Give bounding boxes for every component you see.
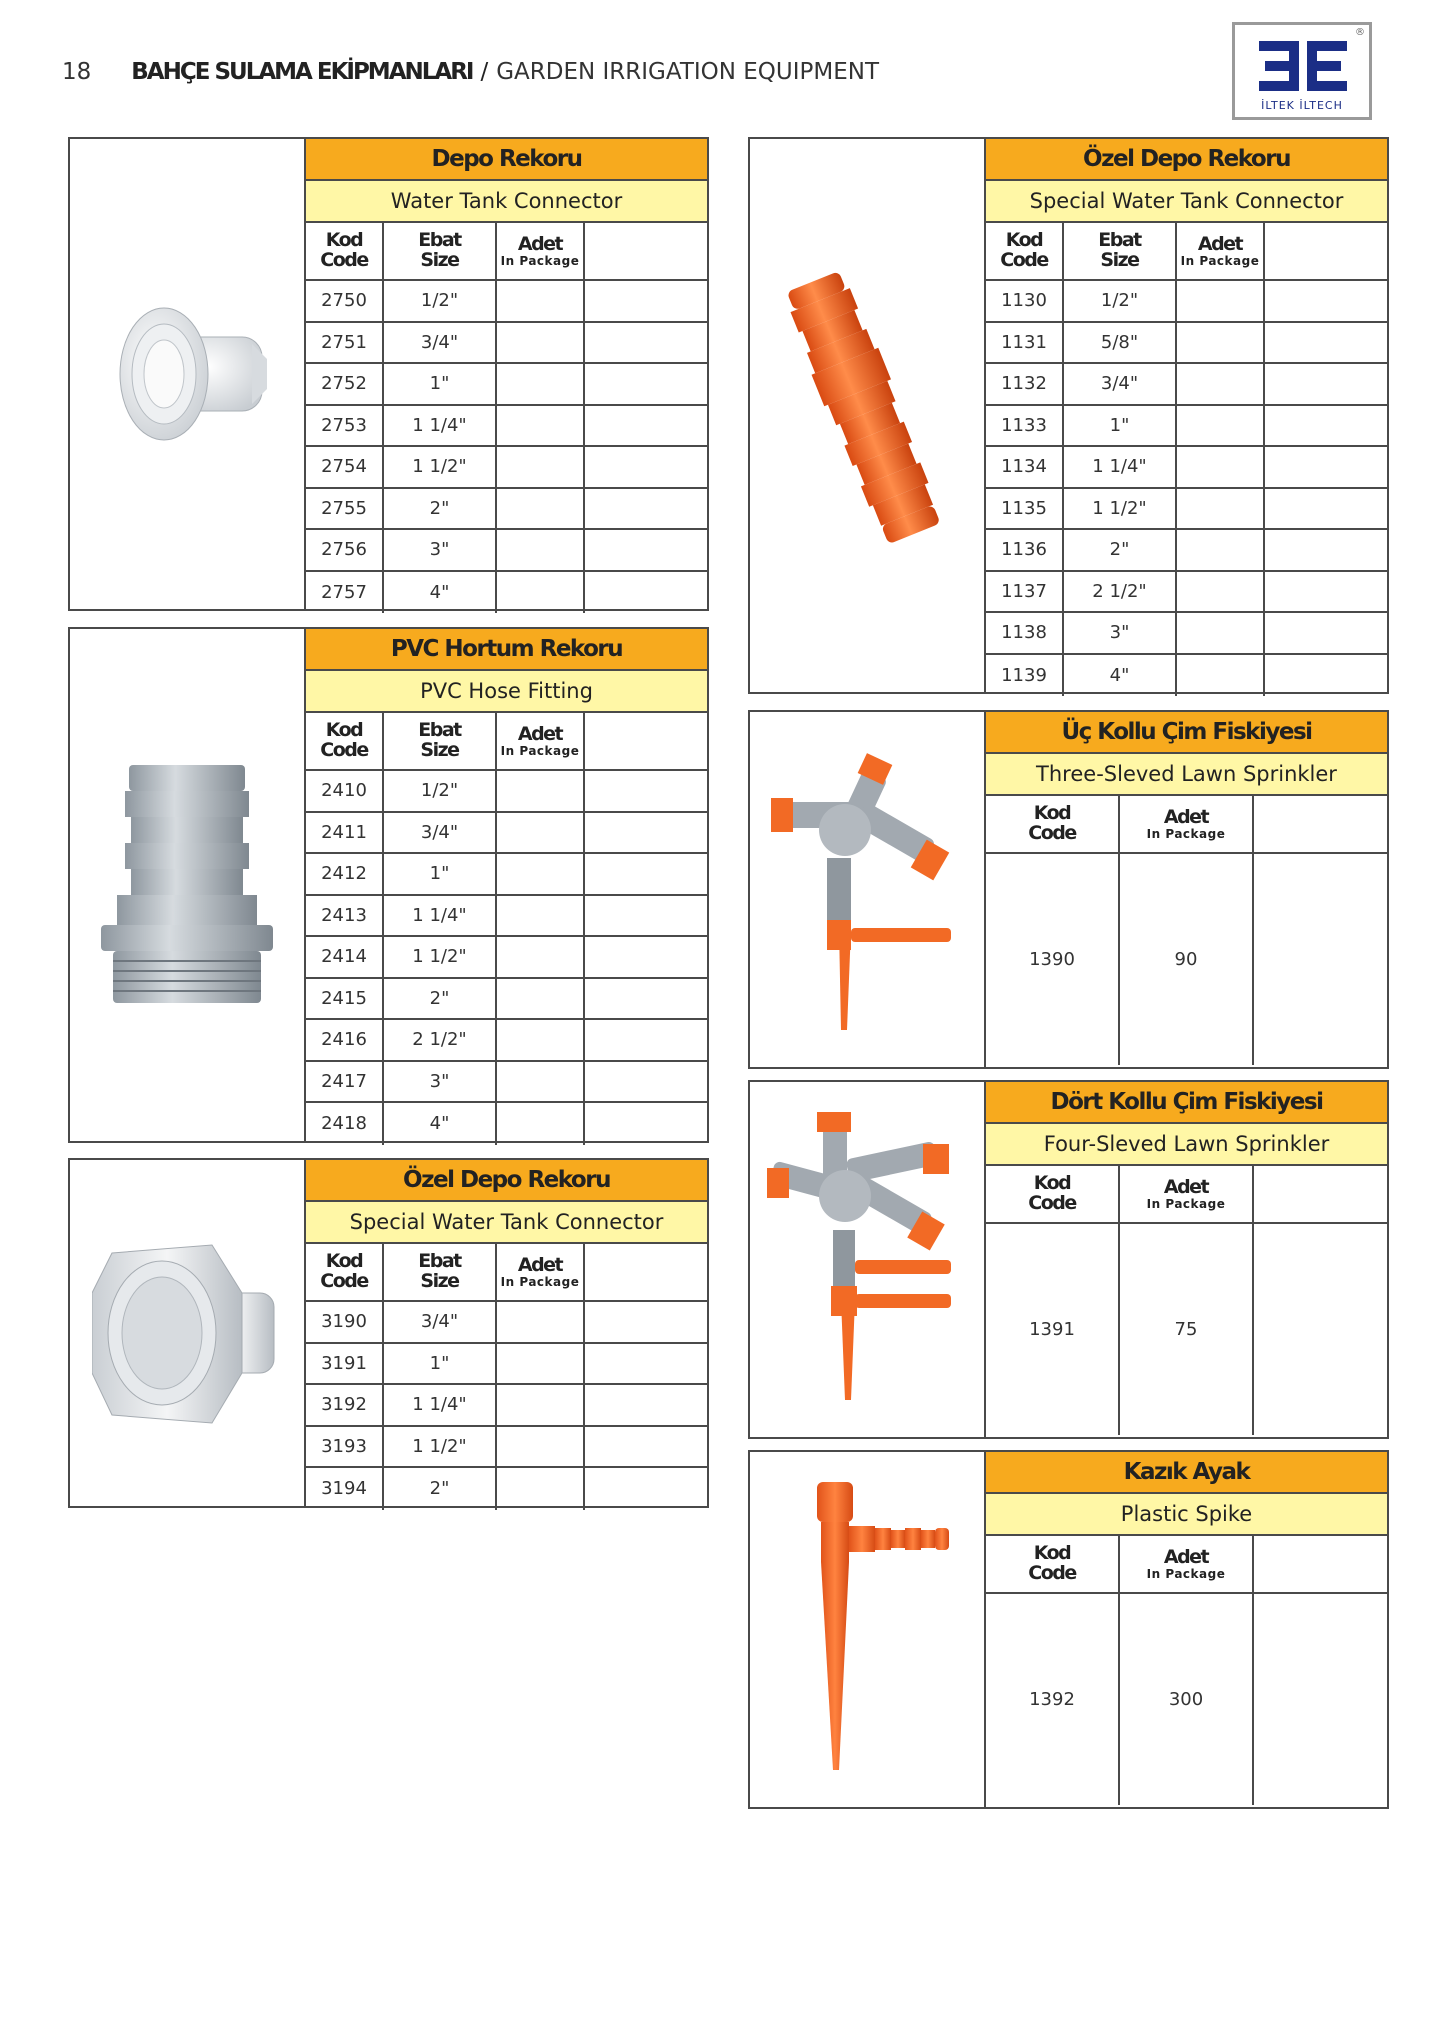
product-image [70,1160,306,1506]
page-title-tr: BAHÇE SULAMA EKİPMANLARI [131,59,473,85]
table-row: 1392 300 [986,1594,1387,1805]
table-row: 2418 4" [306,1103,707,1145]
product-name-en: Special Water Tank Connector [986,181,1387,223]
table-row: 1136 2" [986,530,1387,572]
table-row: 2414 1 1/2" [306,937,707,979]
logo-mark-icon [1253,35,1353,97]
product-kazik-ayak [748,1450,1389,1809]
table-row: 1132 3/4" [986,364,1387,406]
table-row: 2410 1/2" [306,771,707,813]
product-name-tr: PVC Hortum Rekoru [306,629,707,671]
page-header [62,52,879,92]
table-row: 2417 3" [306,1062,707,1104]
product-name-tr: Depo Rekoru [306,139,707,181]
product-name-en: Plastic Spike [986,1494,1387,1536]
table-row: 3193 1 1/2" [306,1427,707,1469]
product-ozel-depo-rekoru-right [748,137,1389,694]
table-row: 2754 1 1/2" [306,447,707,489]
table-header: Kod Code Adet In Package [986,1166,1387,1224]
product-image [750,1452,986,1807]
product-name-tr: Üç Kollu Çim Fiskiyesi [986,712,1387,754]
table-row: 3191 1" [306,1344,707,1386]
table-row: 2753 1 1/4" [306,406,707,448]
product-name-en: Three-Sleved Lawn Sprinkler [986,754,1387,796]
product-name-en: Four-Sleved Lawn Sprinkler [986,1124,1387,1166]
table-row: 2415 2" [306,979,707,1021]
product-image [750,712,986,1067]
product-dort-kollu-fiskiye [748,1080,1389,1439]
table-row: 1131 5/8" [986,323,1387,365]
table-row: 2750 1/2" [306,281,707,323]
table-row: 1390 90 [986,854,1387,1065]
product-image [750,1082,986,1437]
table-header: Kod Code Ebat Size Adet In Package [986,223,1387,281]
table-row: 2411 3/4" [306,813,707,855]
product-image [750,139,986,692]
table-row: 2757 4" [306,572,707,614]
product-image [70,629,306,1141]
title-separator: / [480,59,489,85]
three-arm-sprinkler-icon [767,740,967,1040]
table-header: Kod Code Ebat Size Adet In Package [306,1244,707,1302]
product-image [70,139,306,609]
product-pvc-hortum-rekoru [68,627,709,1143]
table-header: Kod Code Ebat Size Adet In Package [306,713,707,771]
table-row: 1130 1/2" [986,281,1387,323]
product-depo-rekoru [68,137,709,611]
table-row: 2751 3/4" [306,323,707,365]
table-header: Kod Code Ebat Size Adet In Package [306,223,707,281]
page-title-en: GARDEN IRRIGATION EQUIPMENT [496,59,880,85]
table-row: 1133 1" [986,406,1387,448]
table-row: 2412 1" [306,854,707,896]
table-row: 2416 2 1/2" [306,1020,707,1062]
product-name-tr: Özel Depo Rekoru [306,1160,707,1202]
plastic-spike-icon [777,1480,957,1780]
special-connector-icon [92,1233,282,1433]
table-header: Kod Code Adet In Package [986,1536,1387,1594]
page-number: 18 [62,59,92,85]
table-row: 1135 1 1/2" [986,489,1387,531]
logo-registered: ® [1355,27,1365,38]
table-row: 2413 1 1/4" [306,896,707,938]
product-name-en: Special Water Tank Connector [306,1202,707,1244]
table-header: Kod Code Adet In Package [986,796,1387,854]
pvc-hose-fitting-icon [97,765,277,1005]
product-name-tr: Dört Kollu Çim Fiskiyesi [986,1082,1387,1124]
table-row: 1134 1 1/4" [986,447,1387,489]
table-row: 1139 4" [986,655,1387,697]
logo-subtext: İLTEK İLTECH [1261,99,1343,112]
product-uc-kollu-fiskiye [748,710,1389,1069]
product-name-tr: Kazık Ayak [986,1452,1387,1494]
product-name-en: PVC Hose Fitting [306,671,707,713]
table-row: 3192 1 1/4" [306,1385,707,1427]
table-row: 1138 3" [986,613,1387,655]
table-row: 3194 2" [306,1468,707,1510]
water-tank-connector-icon [102,299,272,449]
table-row: 3190 3/4" [306,1302,707,1344]
table-row: 2752 1" [306,364,707,406]
brand-logo [1232,22,1372,120]
product-name-en: Water Tank Connector [306,181,707,223]
product-name-tr: Özel Depo Rekoru [986,139,1387,181]
product-ozel-depo-rekoru-left [68,1158,709,1508]
table-row: 1391 75 [986,1224,1387,1435]
table-row: 2755 2" [306,489,707,531]
orange-tank-connector-icon [777,271,957,561]
four-arm-sprinkler-icon [767,1110,967,1410]
table-row: 1137 2 1/2" [986,572,1387,614]
table-row: 2756 3" [306,530,707,572]
